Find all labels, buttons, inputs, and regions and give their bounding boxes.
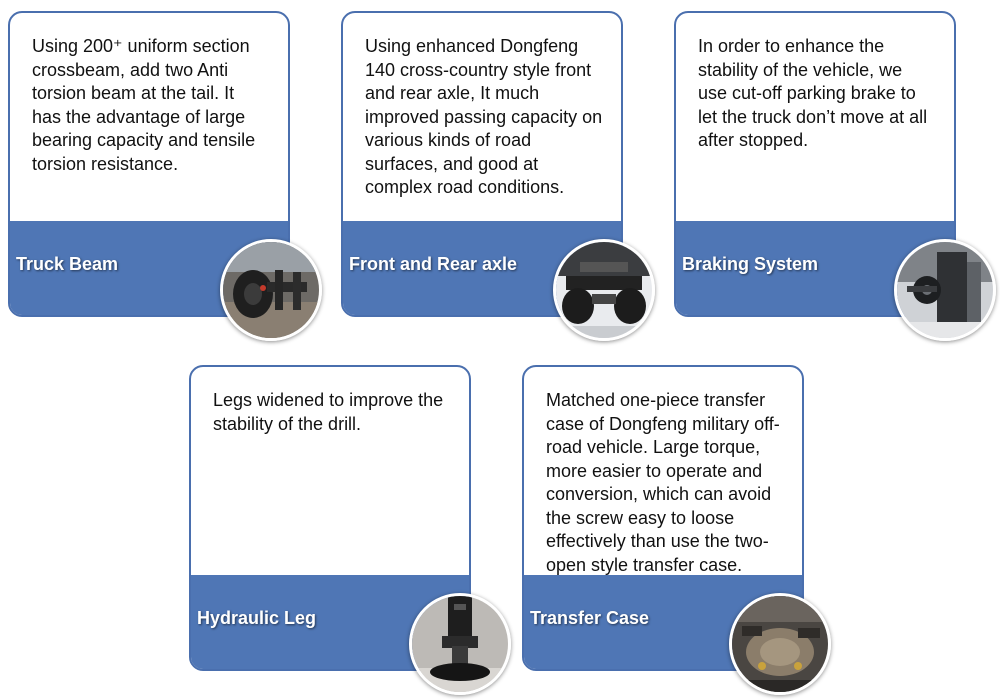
- card-description: Matched one-piece transfer case of Dongfeng military off- road vehicle. Large torque, more easier to operate and conversion, which can avoid the screw easy to loose effectively than use the two- open style transfer case.: [546, 390, 780, 575]
- brake-photo: [894, 239, 996, 341]
- card-description: Using 200⁺ uniform section crossbeam, add two Anti torsion beam at the tail. It has the advantage of large bearing capacity and tensile torsion resistance.: [32, 36, 256, 174]
- card-title: Transfer Case: [530, 608, 650, 628]
- hydraulic-leg-photo: [409, 593, 511, 695]
- card-title: Truck Beam: [16, 254, 119, 274]
- card-title: Hydraulic Leg: [197, 608, 317, 628]
- card-description: In order to enhance the stability of the vehicle, we use cut-off parking brake to let the truck don’t move at all after stopped.: [698, 36, 928, 150]
- card-title: Front and Rear axle: [349, 254, 518, 274]
- card-braking-system: [674, 11, 956, 317]
- card-front-rear-axle: [341, 11, 623, 317]
- truck-beam-photo: [220, 239, 322, 341]
- transfer-case-photo: [729, 593, 831, 695]
- card-truck-beam: [8, 11, 290, 317]
- card-description: Using enhanced Dongfeng 140 cross-country style front and rear axle, It much improved passing capacity on various kinds of road surfaces, and good at complex road conditions.: [365, 36, 603, 197]
- card-description: Legs widened to improve the stability of the drill.: [213, 390, 444, 434]
- card-hydraulic-leg: [189, 365, 471, 671]
- card-title: Braking System: [682, 254, 819, 274]
- axle-photo: [553, 239, 655, 341]
- card-transfer-case: [522, 365, 804, 671]
